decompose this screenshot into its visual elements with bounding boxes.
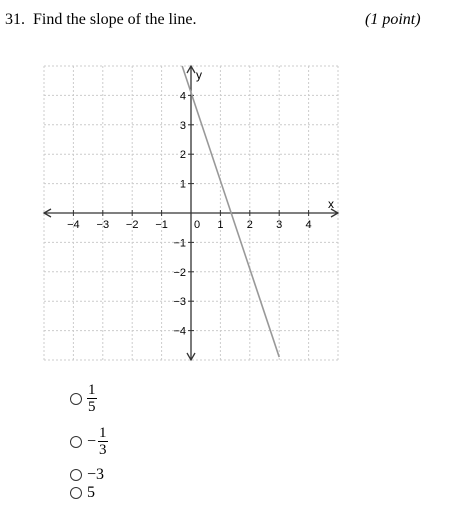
y-tick-label: 3: [179, 119, 186, 132]
minus-sign-b: −: [87, 432, 97, 450]
y-axis-label: y: [196, 68, 202, 82]
origin-label: 0: [194, 219, 201, 231]
numerator-a: 1: [88, 382, 96, 398]
answer-choices: [70, 380, 210, 505]
x-axis-label: x: [328, 197, 334, 211]
y-tick-label: −2: [173, 266, 186, 279]
y-tick-label: 4: [179, 90, 186, 103]
x-tick-label: −4: [67, 219, 80, 231]
question-number: 31.: [5, 11, 25, 28]
y-tick-label: −4: [173, 325, 186, 338]
y-tick-label: −3: [173, 296, 186, 309]
radio-button-d[interactable]: [70, 487, 82, 499]
question-points: (1 point): [365, 11, 421, 28]
y-tick-label: 1: [179, 178, 186, 191]
question-text: Find the slope of the line.: [33, 11, 197, 28]
radio-button-a[interactable]: [70, 393, 82, 405]
choice-d-label: 5: [87, 484, 95, 501]
choice-d[interactable]: [70, 484, 95, 502]
denominator-b: 3: [99, 442, 107, 458]
numerator-b: 1: [99, 425, 107, 441]
denominator-a: 5: [88, 399, 96, 415]
choice-a[interactable]: [70, 382, 97, 415]
x-tick-label: −3: [96, 219, 110, 231]
x-tick-label: 1: [217, 219, 224, 231]
question-header: [5, 9, 445, 31]
choice-c-label: −3: [87, 466, 105, 483]
x-tick-label: 4: [305, 219, 312, 231]
choice-c[interactable]: [70, 466, 104, 484]
radio-button-b[interactable]: [70, 436, 82, 448]
radio-button-c[interactable]: [70, 469, 82, 481]
x-tick-label: −1: [155, 219, 168, 231]
fraction-a: [87, 382, 97, 415]
x-tick-label: 3: [276, 219, 283, 231]
plotted-line: [179, 66, 279, 357]
x-tick-label: 2: [246, 219, 253, 231]
fraction-b: [98, 425, 108, 458]
x-tick-label: −2: [125, 219, 139, 231]
choice-b[interactable]: [70, 425, 108, 458]
coordinate-graph: [36, 58, 346, 368]
y-tick-label: 2: [179, 149, 186, 162]
y-tick-label: −1: [173, 237, 186, 250]
